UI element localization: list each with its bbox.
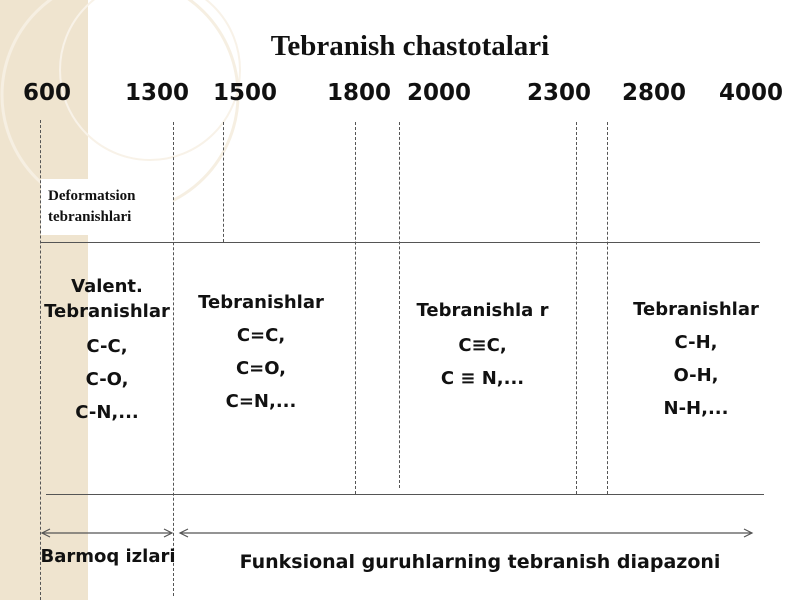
deformation-label: Deformatsion tebranishlari	[48, 188, 136, 225]
bond-label: C-O,	[85, 369, 129, 390]
tick-label: 2000	[407, 80, 472, 106]
bond-label: C=C,	[236, 325, 286, 346]
column-heading: Tebranishla r	[416, 300, 549, 321]
tick-label: 4000	[719, 80, 784, 106]
bond-label: C≡C,	[458, 335, 507, 356]
diagram-title: Tebranish chastotalari	[270, 30, 550, 62]
bond-label: C=O,	[235, 358, 287, 379]
column-heading: Tebranishlar	[633, 299, 759, 320]
bond-label: C ≡ N,...	[440, 368, 525, 389]
bond-label: O-H,	[673, 365, 719, 386]
functional-range-label: Funksional guruhlarning tebranish diapazoni	[239, 551, 721, 573]
bond-label: N-H,...	[663, 398, 729, 419]
tick-label: 1800	[327, 80, 392, 106]
tick-label: 1300	[125, 80, 190, 106]
tick-label: 2300	[527, 80, 592, 106]
tick-label: 1500	[213, 80, 278, 106]
bond-label: C-C,	[86, 336, 128, 357]
tick-label: 2800	[622, 80, 687, 106]
column-heading: Valent. Tebranishlar	[44, 276, 170, 322]
bond-label: C=N,...	[225, 391, 297, 412]
bond-label: C-H,	[674, 332, 718, 353]
bond-label: C-N,...	[75, 402, 139, 423]
fingerprint-label: Barmoq izlari	[40, 546, 176, 567]
column-heading: Tebranishlar	[198, 292, 324, 313]
tick-label: 600	[23, 80, 72, 106]
